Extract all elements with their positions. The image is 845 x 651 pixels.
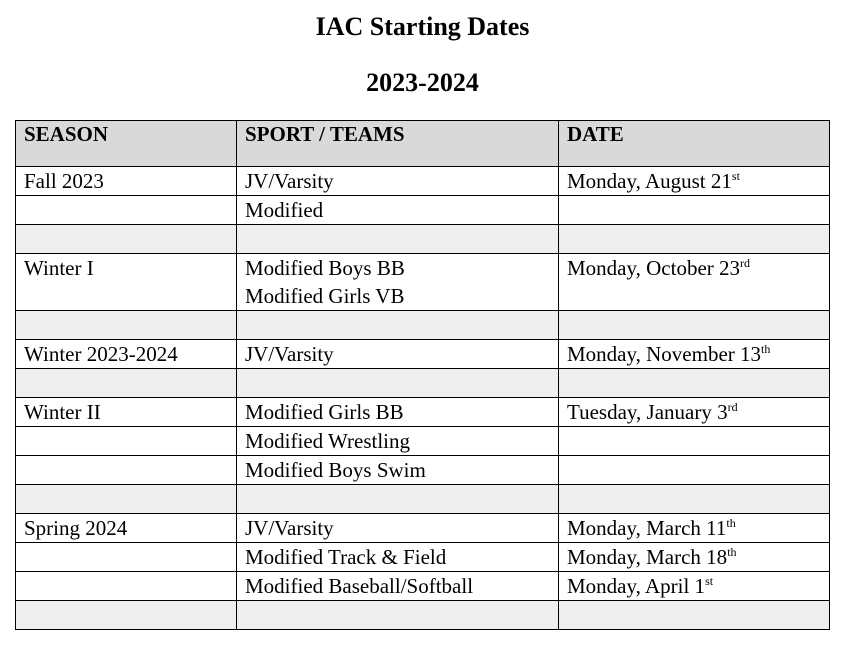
header-season: SEASON (16, 121, 237, 167)
table-row (16, 167, 830, 196)
empty-cell (16, 311, 237, 340)
empty-cell (237, 311, 559, 340)
table-row (16, 340, 830, 369)
season-cell: Winter II (16, 398, 237, 427)
date-cell (559, 340, 830, 369)
season-cell (16, 572, 237, 601)
empty-cell (16, 369, 237, 398)
empty-cell (16, 601, 237, 630)
empty-cell (237, 369, 559, 398)
date-text: Monday, October 23 (567, 256, 741, 280)
teams-cell (237, 398, 559, 427)
empty-cell (559, 485, 830, 514)
date-ordinal-suffix: rd (740, 256, 751, 270)
date-text: Monday, August 21 (567, 169, 732, 193)
season-cell: Spring 2024 (16, 514, 237, 543)
season-cell (16, 427, 237, 456)
date-ordinal-suffix: st (731, 169, 740, 183)
date-ordinal-suffix: th (727, 545, 737, 559)
table-body (16, 167, 830, 630)
header-sport-teams: SPORT / TEAMS (237, 121, 559, 167)
date-text: Monday, November 13 (567, 342, 762, 366)
team-name: Modified Boys BB (245, 256, 405, 280)
spacer-row (16, 369, 830, 398)
season-cell (16, 196, 237, 225)
empty-cell (237, 601, 559, 630)
teams-cell (237, 167, 559, 196)
table-row (16, 572, 830, 601)
teams-cell (237, 572, 559, 601)
header-date: DATE (559, 121, 830, 167)
team-name: Modified Wrestling (245, 429, 410, 453)
date-cell (559, 254, 830, 311)
teams-cell (237, 427, 559, 456)
teams-cell (237, 254, 559, 311)
empty-cell (237, 225, 559, 254)
date-ordinal-suffix: st (705, 574, 714, 588)
date-cell (559, 167, 830, 196)
empty-cell (16, 485, 237, 514)
date-ordinal-suffix: rd (727, 400, 738, 414)
team-name: Modified Girls VB (245, 284, 405, 308)
empty-cell (559, 225, 830, 254)
date-text: Monday, March 11 (567, 516, 727, 540)
teams-cell (237, 196, 559, 225)
starting-dates-table (15, 120, 830, 630)
date-ordinal-suffix: th (761, 342, 771, 356)
teams-cell (237, 456, 559, 485)
season-cell (16, 456, 237, 485)
season-cell: Winter I (16, 254, 237, 311)
empty-cell (16, 225, 237, 254)
season-cell: Winter 2023-2024 (16, 340, 237, 369)
team-name: Modified Girls BB (245, 400, 404, 424)
date-cell (559, 514, 830, 543)
teams-cell (237, 340, 559, 369)
page-subtitle: 2023-2024 (366, 68, 479, 97)
teams-cell (237, 514, 559, 543)
date-text: Monday, April 1 (567, 574, 706, 598)
page-title: IAC Starting Dates (315, 12, 530, 41)
date-cell (559, 196, 830, 225)
table-row (16, 543, 830, 572)
empty-cell (237, 485, 559, 514)
table-row (16, 427, 830, 456)
spacer-row (16, 311, 830, 340)
team-name: Modified Track & Field (245, 545, 447, 569)
table-row (16, 456, 830, 485)
date-cell (559, 572, 830, 601)
date-text: Tuesday, January 3 (567, 400, 728, 424)
season-cell (16, 543, 237, 572)
team-name: JV/Varsity (245, 342, 334, 366)
empty-cell (559, 601, 830, 630)
table-row (16, 196, 830, 225)
team-name: Modified Baseball/Softball (245, 574, 474, 598)
header-row (16, 121, 830, 167)
date-cell (559, 456, 830, 485)
date-cell (559, 427, 830, 456)
empty-cell (559, 311, 830, 340)
team-name: JV/Varsity (245, 169, 334, 193)
date-cell (559, 543, 830, 572)
season-cell: Fall 2023 (16, 167, 237, 196)
table-row (16, 254, 830, 311)
team-name: Modified (245, 198, 324, 222)
teams-cell (237, 543, 559, 572)
spacer-row (16, 485, 830, 514)
date-text: Monday, March 18 (567, 545, 728, 569)
empty-cell (559, 369, 830, 398)
date-cell (559, 398, 830, 427)
team-name: JV/Varsity (245, 516, 334, 540)
table-row (16, 398, 830, 427)
spacer-row (16, 225, 830, 254)
date-ordinal-suffix: th (726, 516, 736, 530)
spacer-row (16, 601, 830, 630)
team-name: Modified Boys Swim (245, 458, 426, 482)
table-row (16, 514, 830, 543)
